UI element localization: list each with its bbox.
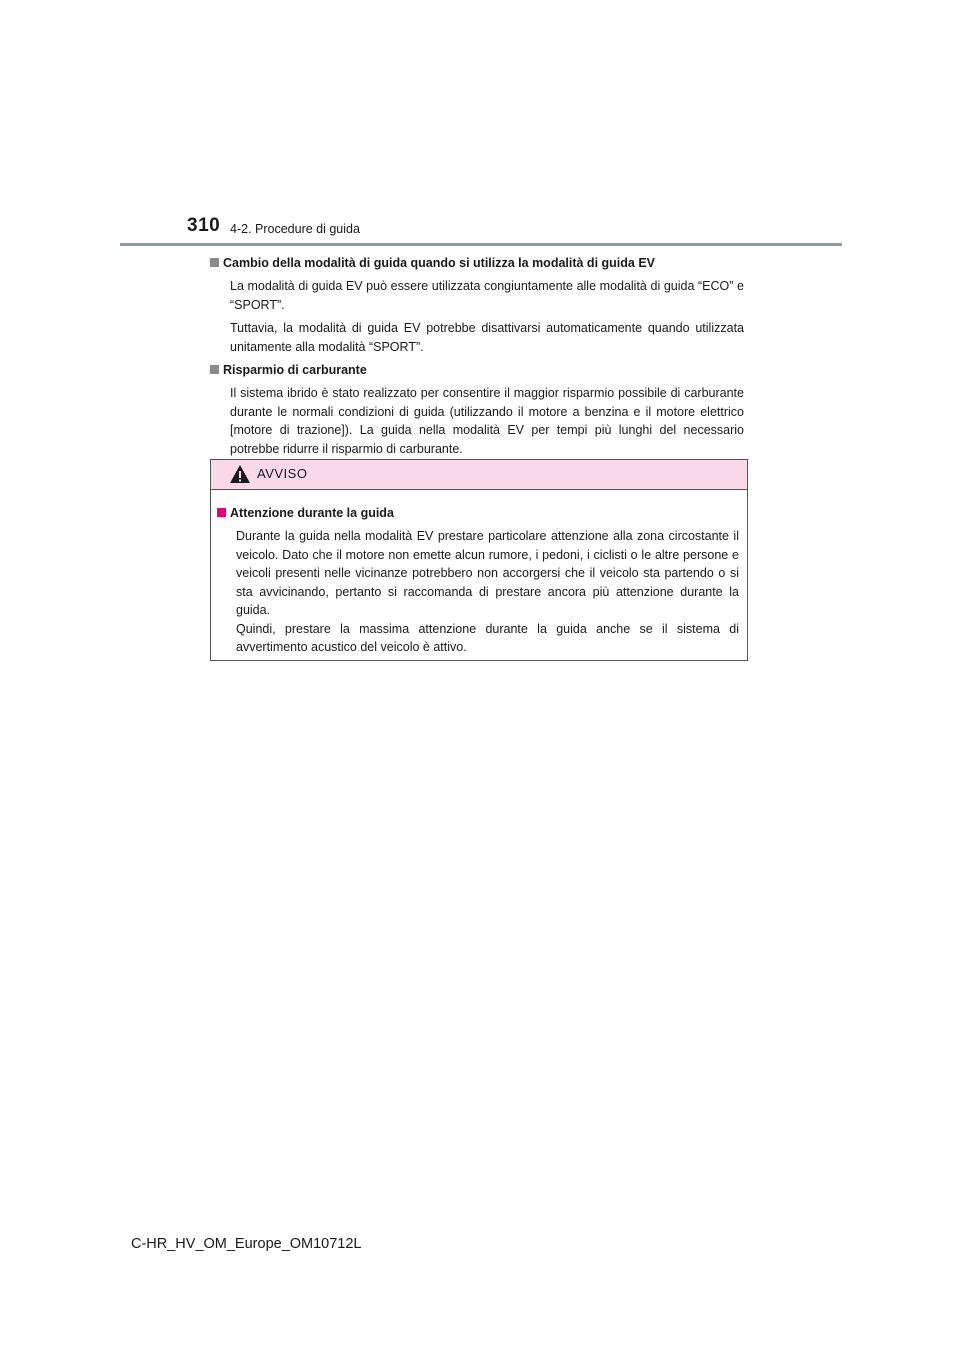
section-title: 4-2. Procedure di guida — [230, 222, 360, 236]
main-content — [210, 254, 744, 463]
section-heading-ev-mode — [210, 254, 744, 272]
warning-title: AVVISO — [257, 466, 308, 481]
section-heading-fuel-saving — [210, 361, 744, 379]
warning-heading — [217, 504, 739, 522]
header-divider — [120, 243, 842, 246]
heading-text: Risparmio di carburante — [223, 363, 367, 377]
footer-doc-code: C-HR_HV_OM_Europe_OM10712L — [131, 1236, 362, 1252]
warning-box-body — [211, 490, 747, 657]
heading-text: Cambio della modalità di guida quando si utilizza la modalità di guida EV — [223, 256, 655, 270]
warning-triangle-icon — [229, 464, 251, 484]
heading-text: Attenzione durante la guida — [230, 506, 394, 520]
warning-text: Quindi, prestare la massima attenzione durante la guida anche se il sistema di avvertimento acustico del veicolo è attivo. — [236, 621, 739, 654]
paragraph: Il sistema ibrido è stato realizzato per consentire il maggior risparmio possibile di carburante durante le normali condizioni di guida (utilizzando il motore a benzina e il motore elettrico [motore di trazione]). La guida nella modalità EV per tempi più lunghi del necessario potrebbe ridurre il risparmio di carburante. — [230, 386, 744, 456]
warning-text: Durante la guida nella modalità EV prestare particolare attenzione alla zona circostante il veicolo. Dato che il motore non emette alcun rumore, i pedoni, i ciclisti o le altre persone e veicoli presenti nelle vicinanze potrebbero non accorgersi che il veicolo sta partendo o si sta avvicinando, pertanto si raccomanda di prestare ancora più attenzione durante la guida. — [236, 529, 739, 617]
square-bullet-icon — [210, 258, 219, 267]
warning-box — [210, 459, 748, 661]
page-number: 310 — [187, 215, 221, 236]
square-bullet-icon — [217, 508, 226, 517]
square-bullet-icon — [210, 365, 219, 374]
paragraph: Tuttavia, la modalità di guida EV potrebbe disattivarsi automaticamente quando utilizzata unitamente alla modalità “SPORT”. — [230, 321, 744, 354]
warning-box-header — [211, 460, 747, 490]
paragraph: La modalità di guida EV può essere utilizzata congiuntamente alle modalità di guida “ECO” e “SPORT”. — [230, 279, 744, 312]
